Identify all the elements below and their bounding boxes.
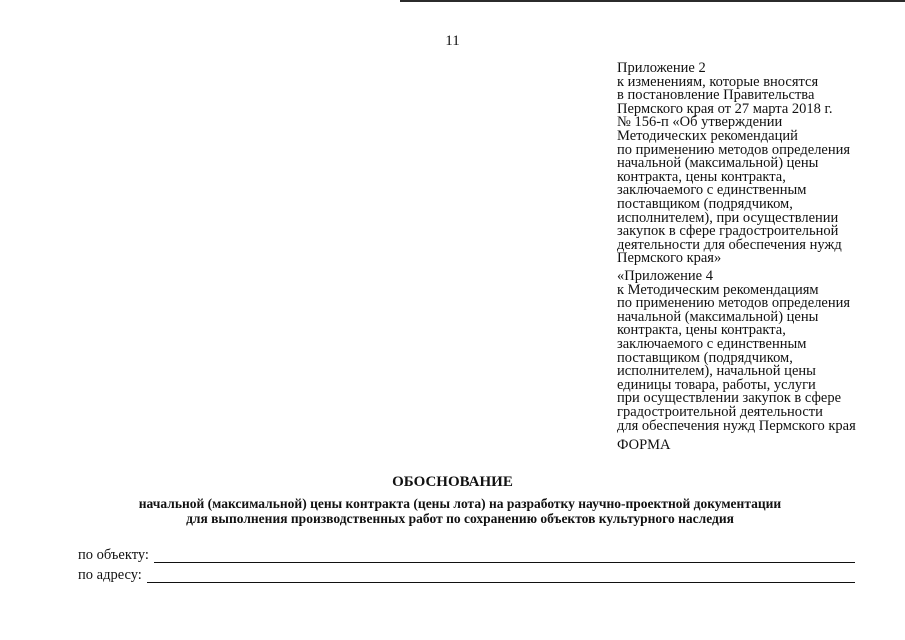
page-number: 11 bbox=[445, 33, 460, 49]
appendix-2-line: закупок в сфере градостроительной bbox=[617, 223, 839, 240]
appendix-2-line: начальной (максимальной) цены bbox=[617, 155, 819, 172]
document-title: ОБОСНОВАНИЕ bbox=[392, 474, 513, 490]
appendix-2-line: Пермского края от 27 марта 2018 г. bbox=[617, 100, 833, 117]
appendix-2-line: № 156-п «Об утверждении bbox=[617, 114, 783, 131]
appendix-4-line: единицы товара, работы, услуги bbox=[617, 376, 816, 393]
appendix-2-line: по применению методов определения bbox=[617, 141, 851, 158]
appendix-2-line: контракта, цены контракта, bbox=[617, 168, 786, 185]
appendix-4-line: начальной (максимальной) цены bbox=[617, 308, 819, 325]
appendix-4-line: исполнителем), начальной цены bbox=[617, 363, 816, 380]
object-field-line[interactable] bbox=[154, 550, 855, 563]
appendix-4-line: для обеспечения нужд Пермского края bbox=[617, 417, 856, 434]
appendix-4-line: «Приложение 4 bbox=[617, 268, 713, 284]
appendix-4-line: заключаемого с единственным bbox=[617, 335, 807, 352]
appendix-2-block bbox=[617, 62, 902, 266]
subtitle-line: начальной (максимальной) цены контракта (цены лота) на разработку научно-проектной документации bbox=[138, 496, 782, 511]
appendix-4-line: при осуществлении закупок в сфере bbox=[617, 390, 841, 407]
appendix-4-line: градостроительной деятельности bbox=[617, 403, 823, 420]
scan-edge-line bbox=[400, 0, 905, 2]
address-field-label: по адресу: bbox=[78, 567, 142, 583]
appendix-4-line: к Методическим рекомендациям bbox=[617, 281, 819, 298]
appendix-2-line: Методических рекомендаций bbox=[617, 127, 798, 144]
appendix-4-line: контракта, цены контракта, bbox=[617, 322, 786, 339]
appendix-4-line: поставщиком (подрядчиком, bbox=[617, 349, 793, 366]
appendix-2-line: поставщиком (подрядчиком, bbox=[617, 195, 793, 212]
document-subtitle bbox=[60, 496, 860, 526]
appendix-2-line: заключаемого с единственным bbox=[617, 182, 807, 199]
appendix-2-line: Приложение 2 bbox=[617, 60, 706, 76]
object-field-label: по объекту: bbox=[78, 547, 149, 563]
object-field-row bbox=[78, 545, 855, 563]
address-field-line[interactable] bbox=[147, 570, 855, 583]
form-label: ФОРМА bbox=[617, 437, 671, 453]
appendix-2-line: к изменениям, которые вносятся bbox=[617, 73, 819, 90]
appendix-2-line: Пермского края» bbox=[617, 250, 722, 267]
appendix-2-line: в постановление Правительства bbox=[617, 87, 815, 104]
appendix-4-block bbox=[617, 270, 902, 433]
appendix-2-line: исполнителем), при осуществлении bbox=[617, 209, 839, 226]
address-field-row bbox=[78, 565, 855, 583]
appendix-4-line: по применению методов определения bbox=[617, 295, 851, 312]
subtitle-line: для выполнения производственных работ по сохранению объектов культурного наследия bbox=[186, 511, 734, 526]
appendix-2-line: деятельности для обеспечения нужд bbox=[617, 236, 842, 253]
